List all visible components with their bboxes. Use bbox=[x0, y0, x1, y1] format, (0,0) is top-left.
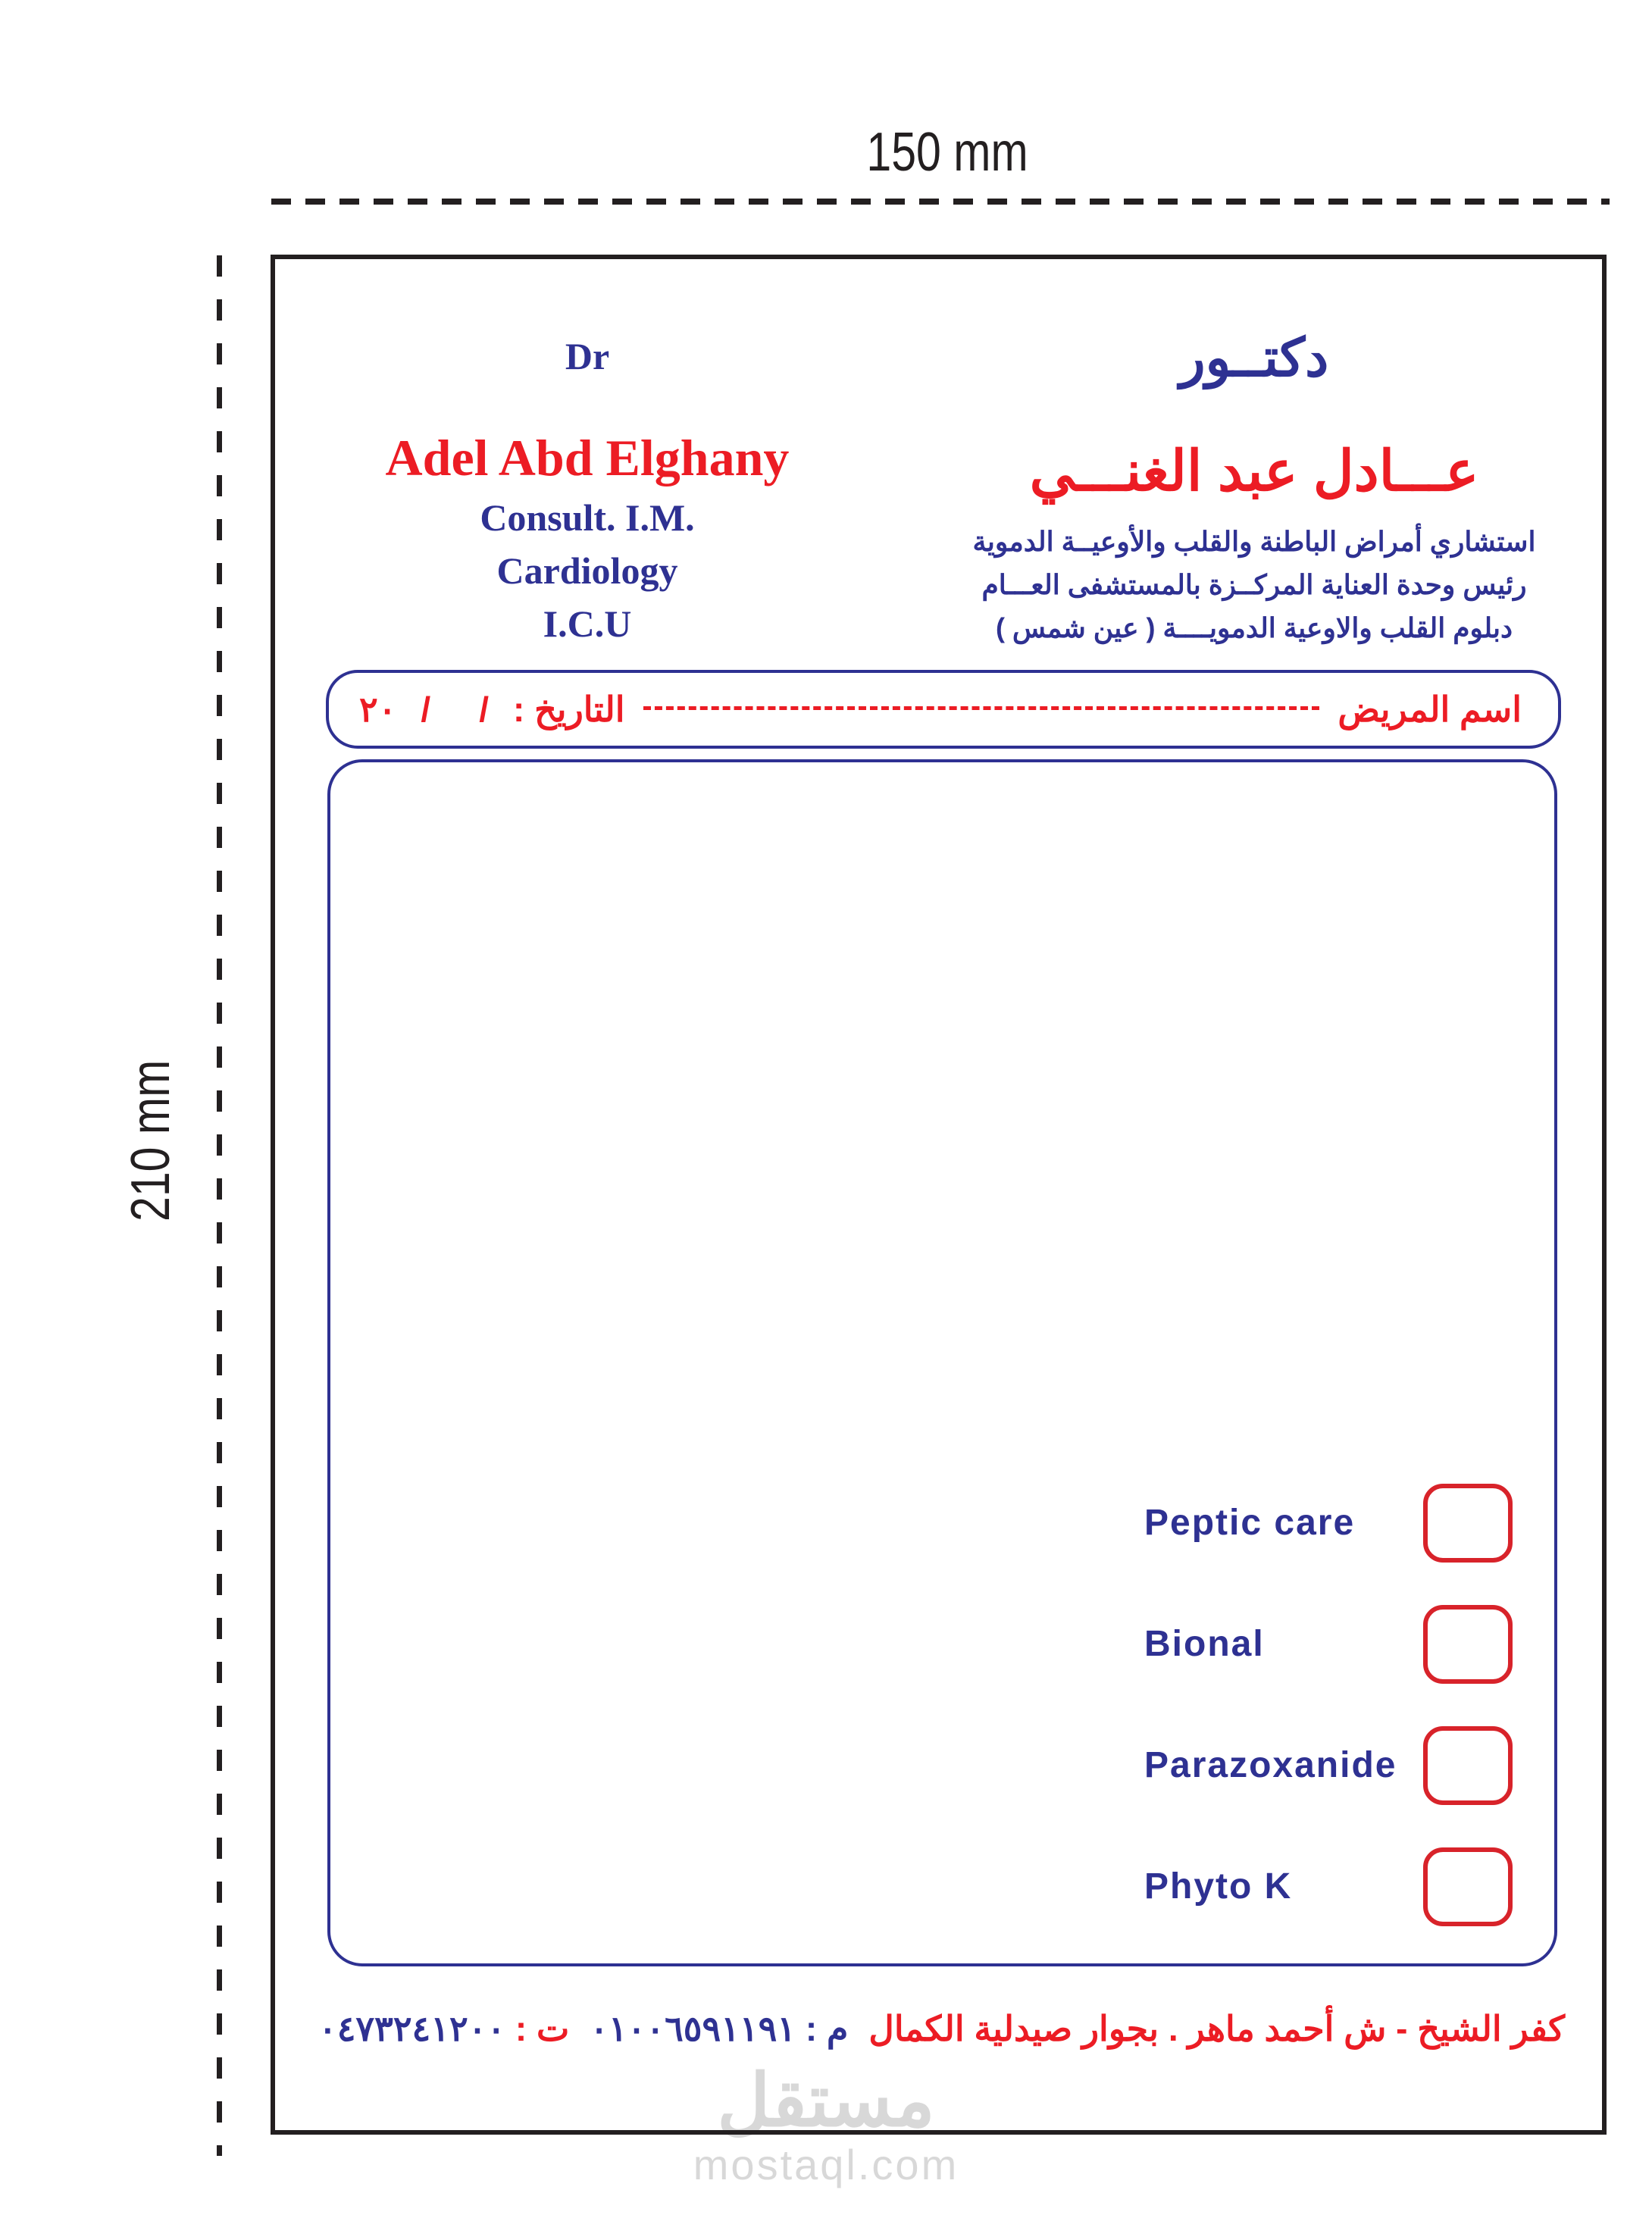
doctor-name-en: Adel Abd Elghany bbox=[385, 429, 790, 486]
credential-ar-internal-cardio: استشاري أمراض الباطنة والقلب والأوعيــة الدموية bbox=[972, 526, 1536, 557]
credential-icu: I.C.U bbox=[543, 602, 632, 645]
telephone-number: ٠٤٧٣٢٤١٢٠٠ bbox=[318, 2009, 506, 2048]
telephone-label: ت : bbox=[515, 2009, 570, 2048]
patient-info-bar bbox=[326, 670, 1561, 749]
mobile-number: ٠١٠٠٦٥٩١١٩١ bbox=[590, 2009, 796, 2048]
med-label-bional: Bional bbox=[1144, 1624, 1265, 1664]
telephone-contact bbox=[318, 2008, 569, 2049]
date-slash-day: / bbox=[479, 690, 489, 729]
date-label: التاريخ : bbox=[512, 690, 625, 729]
patient-name-dashed-line bbox=[643, 703, 1320, 710]
credential-consult-im: Consult. I.M. bbox=[480, 496, 695, 539]
doctor-title-en: Dr bbox=[565, 335, 610, 377]
clinic-address: كفر الشيخ - ش أحمد ماهر . بجوار صيدلية الكمال bbox=[868, 2009, 1565, 2048]
doctor-title-ar: دكتــور bbox=[1179, 328, 1329, 387]
med-checkbox-phyto-k bbox=[1423, 1847, 1513, 1926]
med-label-peptic-care: Peptic care bbox=[1144, 1503, 1356, 1543]
date-slash-month: / bbox=[421, 690, 431, 729]
watermark-domain-text: mostaql.com bbox=[693, 2141, 959, 2188]
date-year-prefix: ٢٠ bbox=[359, 690, 397, 729]
footer-contact-line bbox=[318, 2008, 1565, 2049]
med-label-parazoxanide: Parazoxanide bbox=[1144, 1745, 1397, 1785]
credential-ar-diploma: دبلوم القلب والاوعية الدمويــــة ( عين شمس ) bbox=[995, 612, 1513, 643]
top-dimension-dashed-line bbox=[271, 199, 1610, 205]
med-checkbox-bional bbox=[1423, 1605, 1513, 1684]
mobile-contact bbox=[590, 2008, 848, 2049]
credential-ar-icu-head: رئيس وحدة العناية المركــزة بالمستشفى العـــام bbox=[981, 569, 1527, 600]
credential-cardiology: Cardiology bbox=[496, 549, 678, 592]
doctor-name-ar: عـــادل عبد الغنـــي bbox=[1029, 440, 1479, 502]
header-english bbox=[326, 333, 849, 650]
left-dimension-dashed-line bbox=[217, 255, 222, 2156]
mobile-label: م : bbox=[805, 2009, 849, 2048]
med-checkbox-parazoxanide bbox=[1423, 1726, 1513, 1805]
watermark-arabic-logo: مستقل bbox=[717, 2060, 935, 2141]
header-arabic bbox=[951, 322, 1557, 649]
patient-name-label: اسم المريض bbox=[1338, 690, 1522, 729]
width-dimension-label: 150 mm bbox=[866, 122, 1028, 183]
med-checkbox-peptic-care bbox=[1423, 1484, 1513, 1563]
height-dimension-label: 210 mm bbox=[120, 1059, 181, 1222]
med-label-phyto-k: Phyto K bbox=[1144, 1866, 1293, 1907]
